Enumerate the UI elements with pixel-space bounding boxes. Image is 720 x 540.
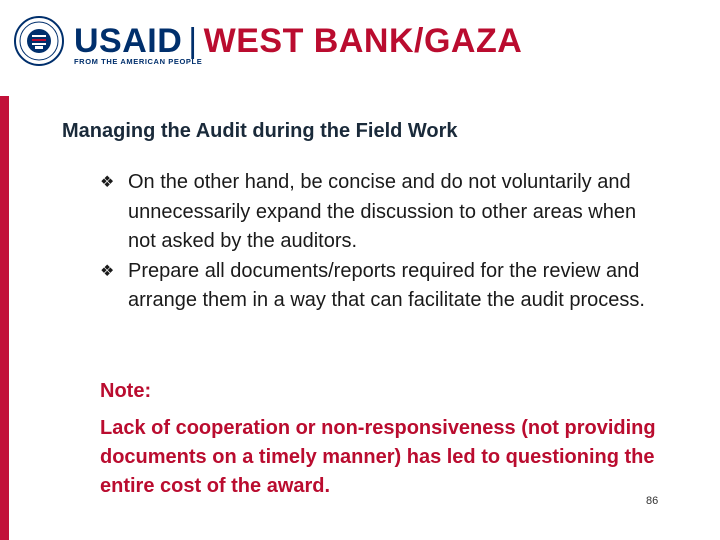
bullet-text: Prepare all documents/reports required for the review and arrange them in a way that can facilitate the audit process.: [128, 259, 645, 311]
brand-wordmark: [74, 22, 522, 60]
bullet-text: On the other hand, be concise and do not voluntarily and unnecessarily expand the discussion to other areas when not asked by the auditors.: [128, 171, 637, 252]
left-accent-bar: [0, 96, 9, 540]
brand-region: WEST BANK/GAZA: [203, 22, 523, 60]
diamond-bullet-icon: ❖: [100, 262, 115, 280]
brand-tagline: FROM THE AMERICAN PEOPLE: [74, 57, 203, 66]
slide-header: [0, 0, 720, 90]
note-text: Lack of cooperation or non-responsiveness (not providing documents on a timely manner) has led to questioning the entire cost of the award.: [100, 417, 656, 497]
slide-title: Managing the Audit during the Field Work: [62, 120, 458, 142]
list-item: [100, 168, 660, 257]
brand-divider: |: [188, 22, 198, 60]
usaid-seal-icon: [14, 16, 64, 66]
page-number: 86: [646, 495, 659, 507]
brand-usaid: USAID: [74, 22, 183, 60]
note-label: Note:: [100, 380, 152, 402]
list-item: [100, 257, 660, 316]
diamond-bullet-icon: ❖: [100, 174, 115, 191]
bullet-list: [100, 168, 660, 316]
